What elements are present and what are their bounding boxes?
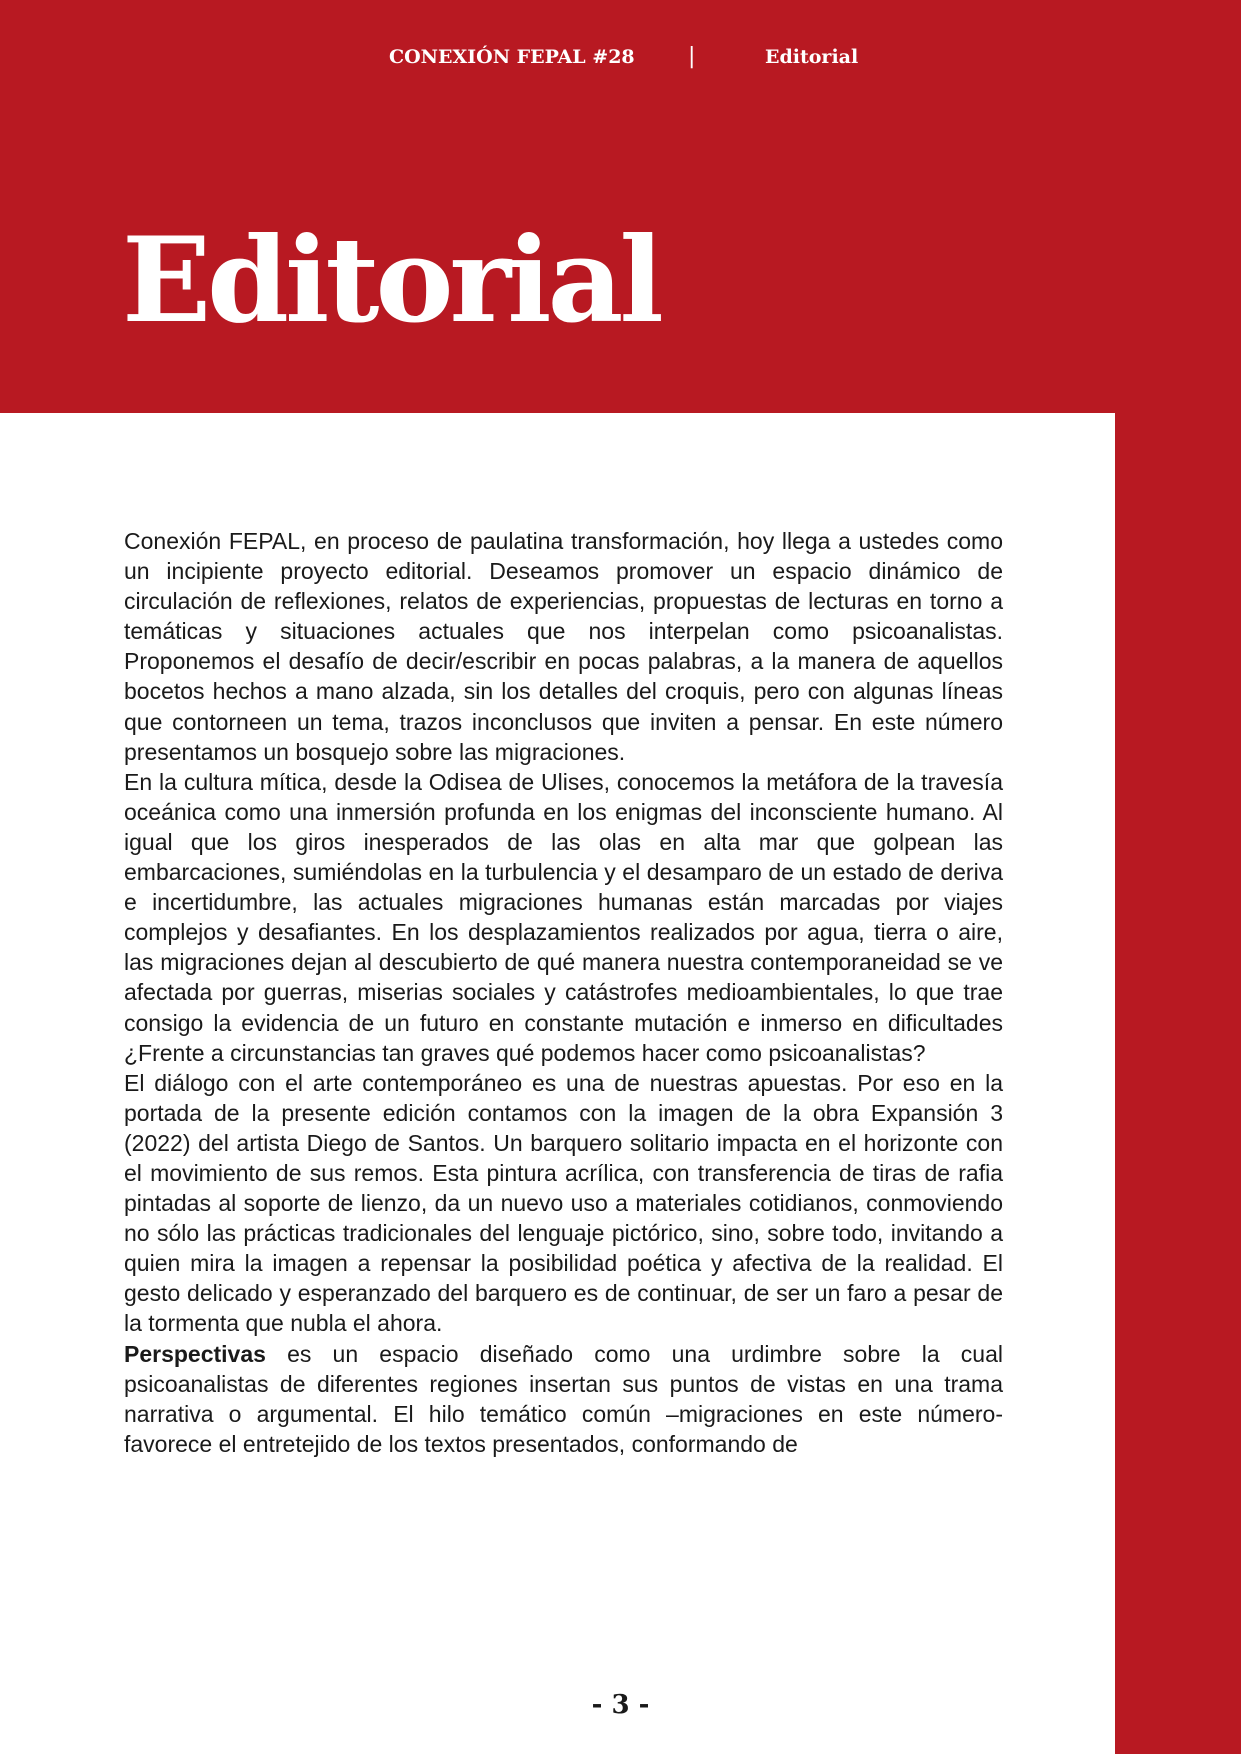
right-margin-strip bbox=[1115, 413, 1241, 1754]
paragraph bbox=[124, 526, 1003, 767]
editorial-body bbox=[124, 526, 1003, 1459]
paragraph-text: es un espacio diseñado como una urdimbre sobre la cual psicoanalistas de diferentes regiones insertan sus puntos de vistas en una trama narrativa o argumental. El hilo temático común –migraciones en este número- favorece el entretejido de los textos presentados, conformando de bbox=[124, 1340, 1003, 1457]
running-head-separator: | bbox=[688, 44, 696, 69]
paragraph bbox=[124, 1339, 1003, 1459]
header-band bbox=[0, 0, 1241, 413]
running-head bbox=[0, 46, 1241, 76]
page-number: - 3 - bbox=[591, 1690, 650, 1720]
paragraph-text: El diálogo con el arte contemporáneo es una de nuestras apuestas. Por eso en la portada de la presente edición contamos con la imagen de la obra Expansión 3 (2022) del artista Diego de Santos. Un barquero solitario impacta en el horizonte con el movimiento de sus remos. Esta pintura acrílica, con transferencia de tiras de rafia pintadas al soporte de lienzo, da un nuevo uso a materiales cotidianos, conmoviendo no sólo las prácticas tradicionales del lenguaje pictórico, sino, sobre todo, invitando a quien mira la imagen a repensar la posibilidad poética y afectiva de la realidad. El gesto delicado y esperanzado del barquero es de continuar, de ser un faro a pesar de la tormenta que nubla el ahora. bbox=[124, 1069, 1003, 1337]
running-head-section: Editorial bbox=[765, 46, 859, 68]
paragraph bbox=[124, 767, 1003, 1068]
paragraph-text: En la cultura mítica, desde la Odisea de Ulises, conocemos la metáfora de la travesía oceánica como una inmersión profunda en los enigmas del inconsciente humano. Al igual que los giros inesperados de las olas en alta mar que golpean las embarcaciones, sumiéndolas en la turbulencia y el desamparo de un estado de deriva e incertidumbre, las actuales migraciones humanas están marcadas por viajes complejos y desafiantes. En los desplazamientos realizados por agua, tierra o aire, las migraciones dejan al descubierto de qué manera nuestra contemporaneidad se ve afectada por guerras, miserias sociales y catástrofes medioambientales, lo que trae consigo la evidencia de un futuro en constante mutación e inmerso en dificultades ¿Frente a circunstancias tan graves qué podemos hacer como psicoanalistas? bbox=[124, 768, 1003, 1066]
paragraph-lead-bold: Perspectivas bbox=[124, 1340, 266, 1367]
page-title: Editorial bbox=[122, 211, 660, 349]
running-head-publication: CONEXIÓN FEPAL #28 bbox=[389, 46, 635, 68]
paragraph bbox=[124, 1068, 1003, 1339]
paragraph-text: Conexión FEPAL, en proceso de paulatina transformación, hoy llega a ustedes como un incipiente proyecto editorial. Deseamos promover un espacio dinámico de circulación de reflexiones, relatos de experiencias, propuestas de lecturas en torno a temáticas y situaciones actuales que nos interpelan como psicoanalistas. Proponemos el desafío de decir/escribir en pocas palabras, a la manera de aquellos bocetos hechos a mano alzada, sin los detalles del croquis, pero con algunas líneas que contorneen un tema, trazos inconclusos que inviten a pensar. En este número presentamos un bosquejo sobre las migraciones. bbox=[124, 528, 1003, 765]
